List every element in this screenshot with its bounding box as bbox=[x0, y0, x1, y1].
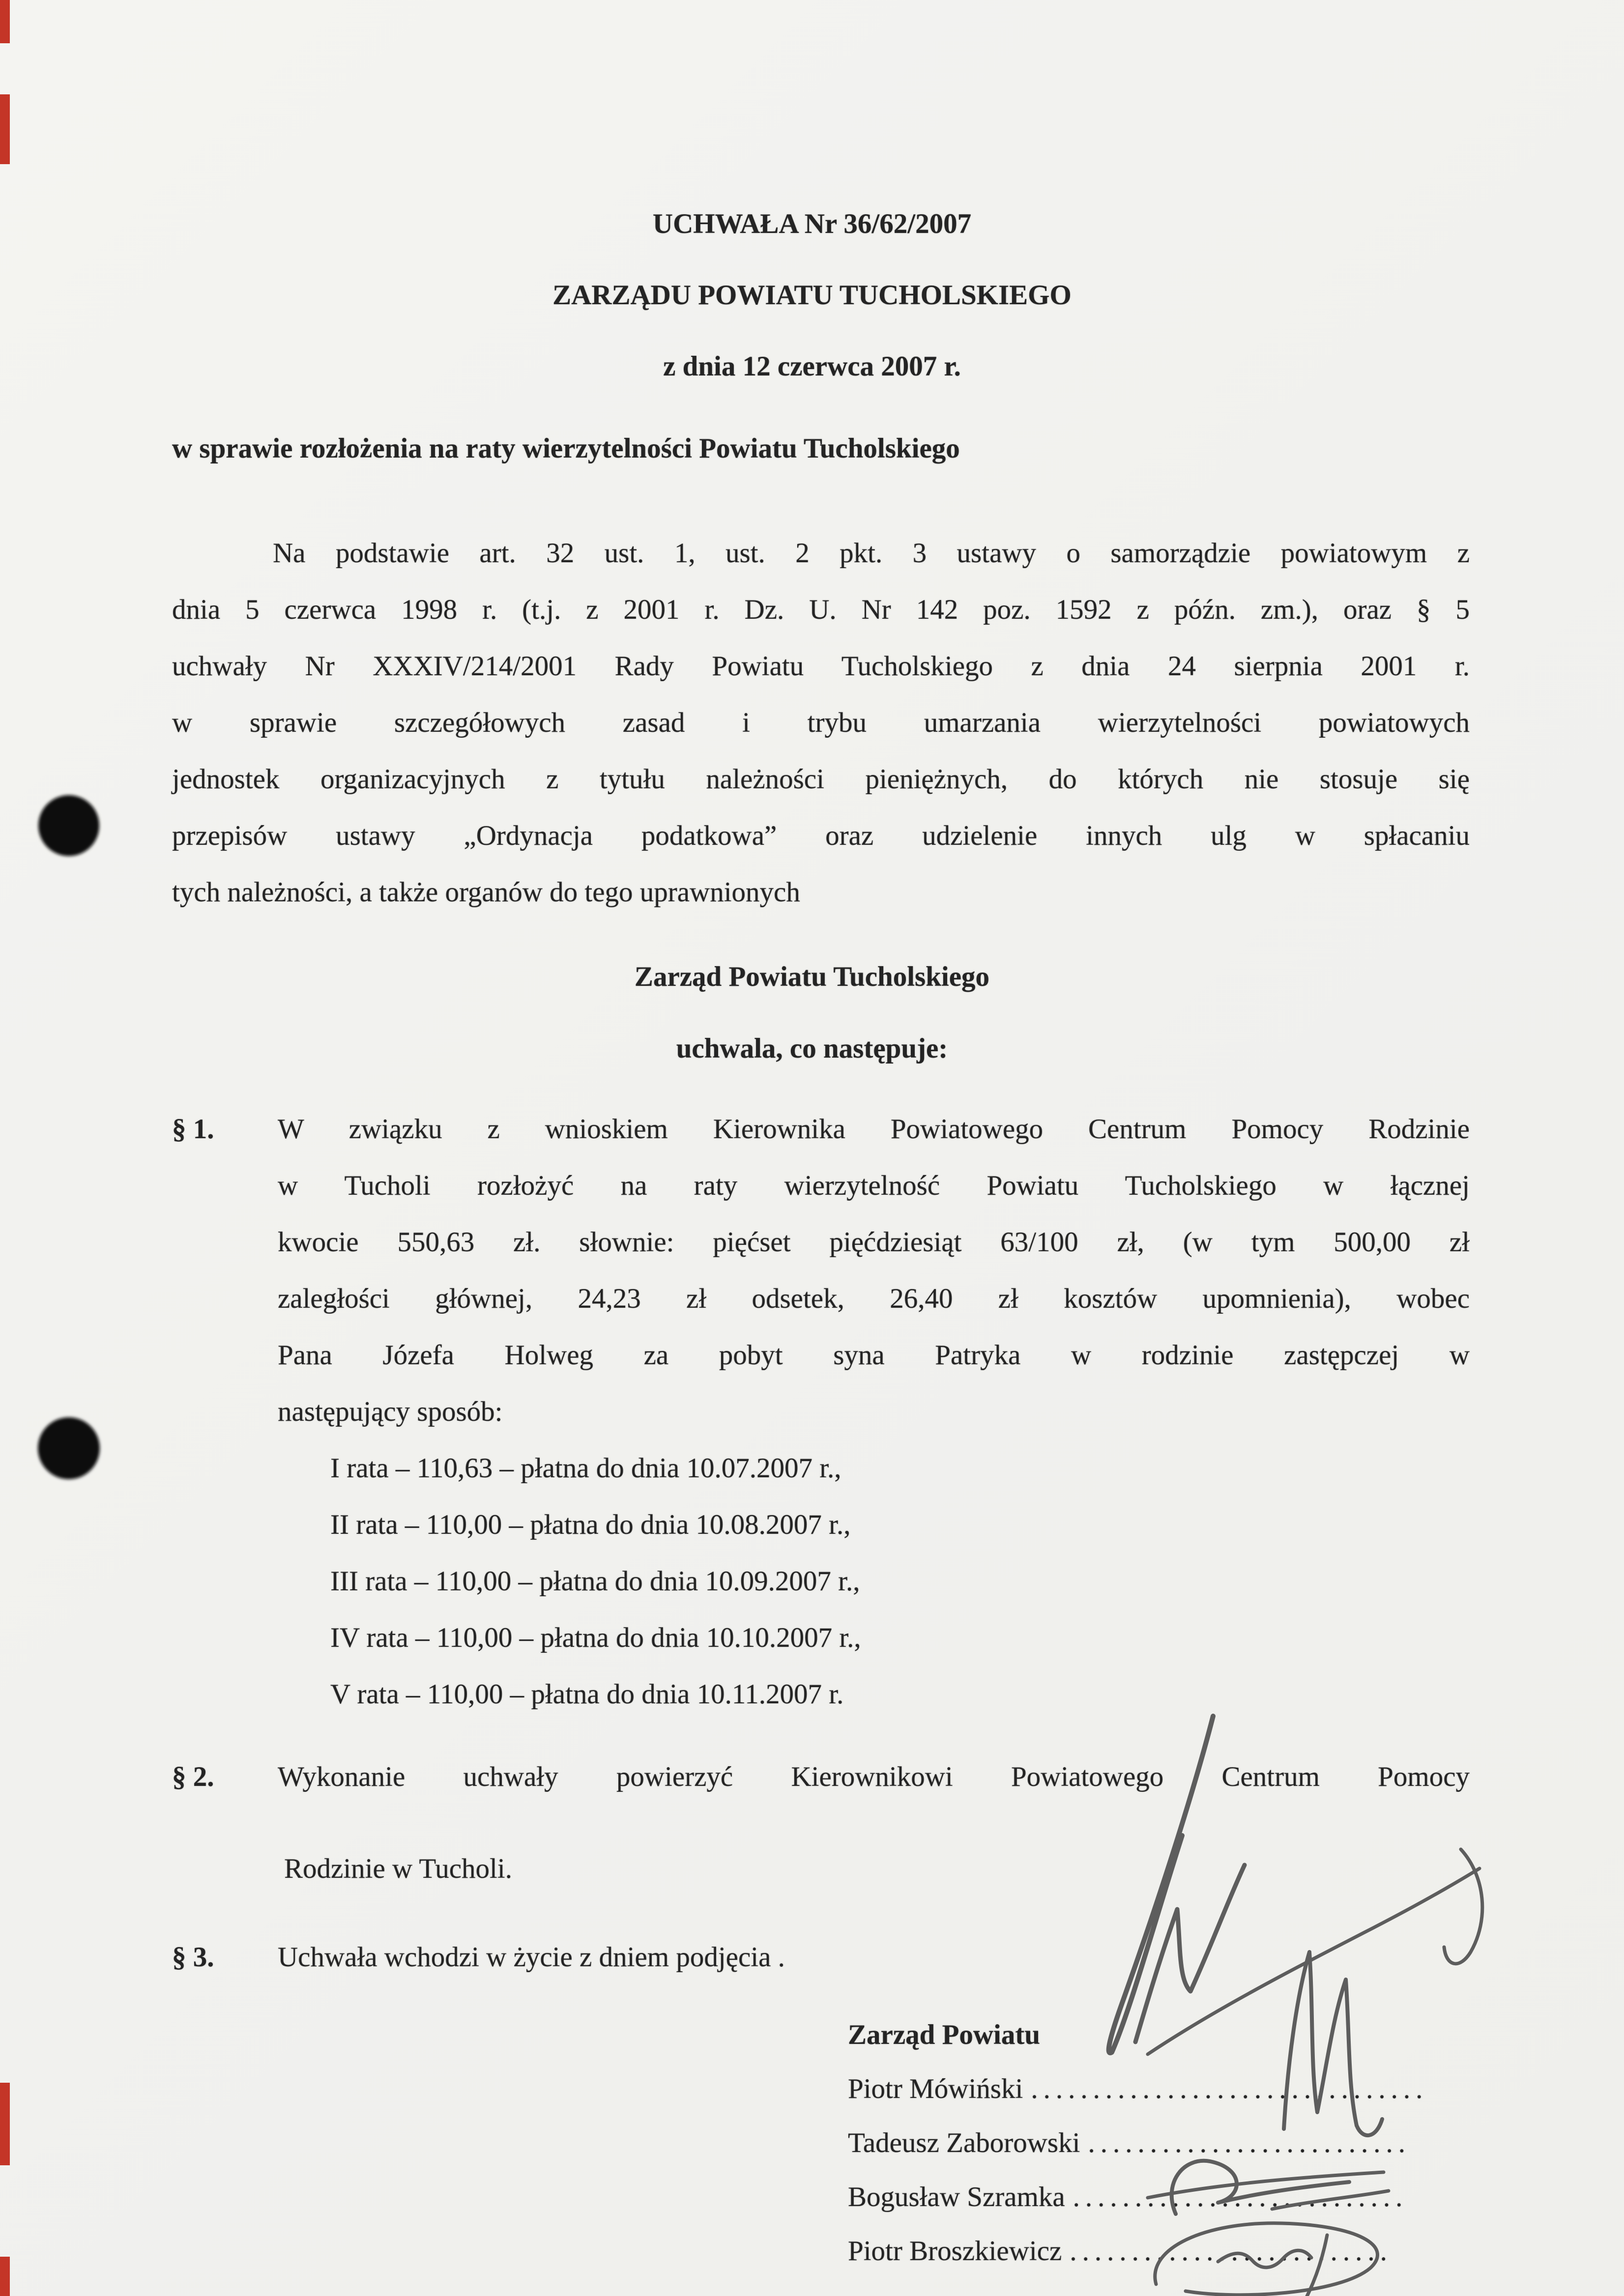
section-number: § 3. bbox=[172, 1942, 214, 1973]
scan-edge-artifact bbox=[0, 2083, 10, 2165]
signature-block-heading: Zarząd Powiatu bbox=[848, 2019, 1041, 2050]
scan-edge-artifact bbox=[0, 2257, 10, 2296]
section-body-line: Wykonanie uchwały powierzyć Kierownikowi Powiatowego Centrum Pomocy bbox=[278, 1761, 1470, 1792]
scan-edge-artifact bbox=[0, 94, 10, 164]
subject-line: w sprawie rozłożenia na raty wierzytelności Powiatu Tucholskiego bbox=[172, 433, 960, 464]
section-body-line: zaległości głównej, 24,23 zł odsetek, 26,40 zł kosztów upomnienia), wobec bbox=[278, 1283, 1470, 1314]
installment-item: II rata – 110,00 – płatna do dnia 10.08.2007 r., bbox=[330, 1509, 851, 1540]
legal-basis-line: tych należności, a także organów do tego uprawnionych bbox=[172, 877, 800, 908]
legal-basis-line: w sprawie szczegółowych zasad i trybu umarzania wierzytelności powiatowych bbox=[172, 707, 1470, 738]
signature-stroke bbox=[1135, 1865, 1245, 2042]
legal-basis-line: jednostek organizacyjnych z tytułu należności pieniężnych, do których nie stosuje się bbox=[172, 764, 1470, 795]
section-body-line: kwocie 550,63 zł. słownie: pięćset pięćdziesiąt 63/100 zł, (w tym 500,00 zł bbox=[278, 1227, 1470, 1258]
signature-dotted-line: ........................... bbox=[1073, 2181, 1408, 2212]
section-body-line: Pana Józefa Holweg za pobyt syna Patryka w rodzinie zastępczej w bbox=[278, 1340, 1470, 1371]
legal-basis-line: Na podstawie art. 32 ust. 1, ust. 2 pkt. 3 ustawy o samorządzie powiatowym z bbox=[273, 538, 1470, 569]
signature-dotted-line: .......................... bbox=[1088, 2127, 1411, 2158]
resolving-authority-heading: Zarząd Powiatu Tucholskiego bbox=[634, 961, 990, 992]
signature-dotted-line: .......................... bbox=[1070, 2236, 1392, 2267]
board-member-row bbox=[848, 2169, 1408, 2225]
resolution-date-line: z dnia 12 czerwca 2007 r. bbox=[663, 351, 961, 382]
installment-item: V rata – 110,00 – płatna do dnia 10.11.2007 r. bbox=[330, 1679, 844, 1710]
board-member-row bbox=[848, 2115, 1411, 2171]
legal-basis-line: uchwały Nr XXXIV/214/2001 Rady Powiatu Tucholskiego z dnia 24 sierpnia 2001 r. bbox=[172, 651, 1470, 682]
board-member-row bbox=[848, 2223, 1392, 2279]
installment-item: III rata – 110,00 – płatna do dnia 10.09.2007 r., bbox=[330, 1566, 860, 1597]
installment-item: IV rata – 110,00 – płatna do dnia 10.10.2007 r., bbox=[330, 1622, 861, 1653]
hole-punch-top bbox=[38, 795, 99, 856]
board-member-name: Piotr Mówiński bbox=[848, 2073, 1023, 2104]
resolves-heading: uchwala, co następuje: bbox=[676, 1033, 948, 1064]
issuing-authority-line: ZARZĄDU POWIATU TUCHOLSKIEGO bbox=[552, 280, 1072, 311]
hole-punch-bottom bbox=[38, 1417, 100, 1479]
section-body-line: Rodzinie w Tucholi. bbox=[284, 1853, 512, 1884]
section-body-line: następujący sposób: bbox=[278, 1396, 503, 1427]
scan-edge-artifact bbox=[0, 0, 10, 43]
section-number: § 1. bbox=[172, 1114, 214, 1145]
section-number: § 2. bbox=[172, 1761, 214, 1792]
board-member-name: Tadeusz Zaborowski bbox=[848, 2127, 1080, 2158]
section-body-line: w Tucholi rozłożyć na raty wierzytelność Powiatu Tucholskiego w łącznej bbox=[278, 1170, 1470, 1201]
section-body-line: W związku z wnioskiem Kierownika Powiatowego Centrum Pomocy Rodzinie bbox=[278, 1114, 1470, 1145]
signature-dotted-line: ................................ bbox=[1031, 2073, 1428, 2104]
legal-basis-line: dnia 5 czerwca 1998 r. (t.j. z 2001 r. Dz. U. Nr 142 poz. 1592 z późn. zm.), oraz § 5 bbox=[172, 594, 1470, 625]
section-body-line: Uchwała wchodzi w życie z dniem podjęcia . bbox=[278, 1942, 785, 1973]
signature-stroke bbox=[1444, 1849, 1482, 1964]
signature-stroke bbox=[1148, 1868, 1479, 2054]
board-member-name: Piotr Broszkiewicz bbox=[848, 2236, 1062, 2267]
installment-item: I rata – 110,63 – płatna do dnia 10.07.2007 r., bbox=[330, 1453, 841, 1484]
resolution-number-line: UCHWAŁA Nr 36/62/2007 bbox=[652, 208, 972, 239]
legal-basis-line: przepisów ustawy „Ordynacja podatkowa” oraz udzielenie innych ulg w spłacaniu bbox=[172, 820, 1470, 851]
board-member-name: Bogusław Szramka bbox=[848, 2181, 1065, 2212]
board-member-row bbox=[848, 2061, 1428, 2117]
